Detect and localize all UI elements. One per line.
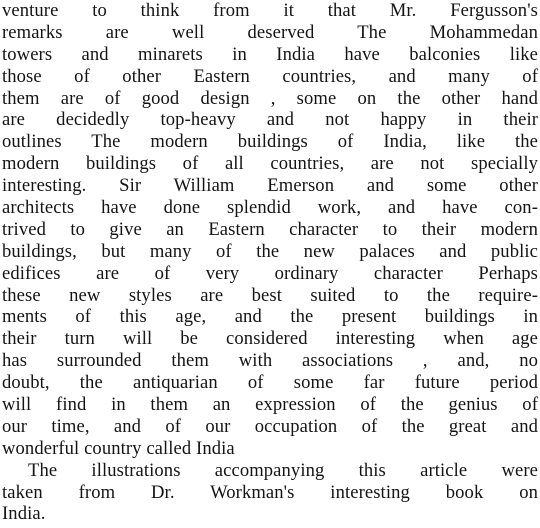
text-line: interesting. Sir William Emerson and some other	[2, 175, 538, 197]
text-line: ments of this age, and the present buildings in	[2, 306, 538, 328]
text-line: are decidedly top-heavy and not happy in their	[2, 109, 538, 131]
text-line: The illustrations accompanying this article were	[28, 459, 538, 481]
text-line: India.	[2, 503, 46, 525]
text-line: wonderful country called India	[2, 437, 235, 459]
text-line: doubt, the antiquarian of some far future period	[2, 372, 538, 394]
paragraph-illustrations	[2, 460, 540, 526]
text-line: venture to think from it that Mr. Fergusson's	[2, 0, 538, 21]
text-line: buildings, but many of the new palaces and public	[2, 240, 538, 262]
paragraph-architecture	[2, 0, 540, 460]
text-line: towers and minarets in India have balconies like	[2, 43, 538, 65]
text-line: edifices are of very ordinary character Perhaps	[2, 262, 538, 284]
text-line: will find in them an expression of the genius of	[2, 394, 538, 416]
text-line: architects have done splendid work, and have con-	[2, 197, 538, 219]
text-line: our time, and of our occupation of the great and	[2, 415, 538, 437]
text-line: those of other Eastern countries, and many of	[2, 65, 538, 87]
text-line: modern buildings of all countries, are not specially	[2, 153, 538, 175]
text-line: has surrounded them with associations , and, no	[2, 350, 538, 372]
text-line: taken from Dr. Workman's interesting book on	[2, 481, 538, 503]
text-line: trived to give an Eastern character to their modern	[2, 218, 538, 240]
text-line: outlines The modern buildings of India, like the	[2, 131, 538, 153]
text-line: these new styles are best suited to the require-	[2, 284, 538, 306]
text-line: their turn will be considered interesting when age	[2, 328, 538, 350]
text-line: remarks are well deserved The Mohammedan	[2, 21, 538, 43]
text-line: them are of good design , some on the other hand	[2, 87, 538, 109]
